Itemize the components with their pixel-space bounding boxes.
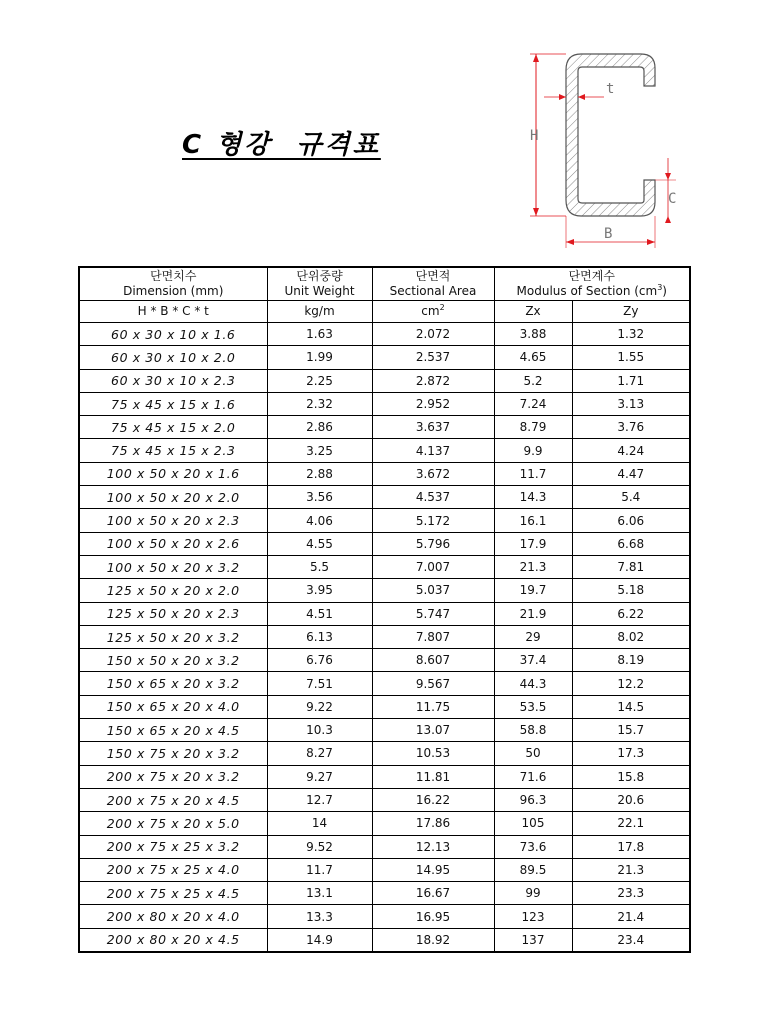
cell-dimension [79,532,267,555]
dimension-text: 150 x 50 x 20 x 3.2 [106,652,240,668]
table-row [79,323,690,346]
cell-zx: 21.3 [494,555,572,578]
c-channel-shape [566,54,655,216]
cell-unit-weight: 8.27 [267,742,372,765]
cell-sectional-area: 18.92 [372,928,494,952]
cell-zy: 15.7 [572,719,690,742]
dimension-text: 100 x 50 x 20 x 2.0 [106,489,240,505]
cell-dimension [79,323,267,346]
dimension-text: 100 x 50 x 20 x 3.2 [106,559,240,575]
cell-sectional-area: 7.007 [372,555,494,578]
cell-dimension [79,369,267,392]
cell-dimension [79,416,267,439]
dimension-text: 150 x 65 x 20 x 3.2 [106,676,240,692]
dimension-text: 150 x 75 x 20 x 3.2 [106,745,240,761]
cell-unit-weight: 6.13 [267,625,372,648]
cell-unit-weight: 4.06 [267,509,372,532]
table-row [79,416,690,439]
cell-zy: 21.3 [572,858,690,881]
cell-zy: 3.76 [572,416,690,439]
cell-dimension [79,858,267,881]
cell-sectional-area: 16.67 [372,882,494,905]
cell-zx: 3.88 [494,323,572,346]
cell-zx: 7.24 [494,392,572,415]
cell-dimension [79,602,267,625]
cell-zy: 8.02 [572,625,690,648]
cell-dimension [79,835,267,858]
dimension-text: 200 x 75 x 25 x 3.2 [106,839,240,855]
table-row [79,835,690,858]
header-area-en: Sectional Area [389,284,477,298]
cell-dimension [79,812,267,835]
label-b: B [604,226,613,242]
cell-zx: 21.9 [494,602,572,625]
cell-zy: 20.6 [572,788,690,811]
table-row [79,765,690,788]
cell-zy: 4.24 [572,439,690,462]
cell-unit-weight: 14 [267,812,372,835]
table-row [79,812,690,835]
table-body [79,323,690,953]
cell-dimension [79,509,267,532]
dimension-text: 200 x 75 x 20 x 4.5 [106,792,240,808]
header-area-ko: 단면적 [415,269,451,283]
dimension-text: 60 x 30 x 10 x 1.6 [111,326,236,342]
cell-zy: 6.06 [572,509,690,532]
cell-sectional-area: 4.137 [372,439,494,462]
cell-unit-weight: 13.3 [267,905,372,928]
cell-zy: 8.19 [572,649,690,672]
cell-zx: 71.6 [494,765,572,788]
cell-dimension [79,462,267,485]
cell-zy: 3.13 [572,392,690,415]
dimension-text: 125 x 50 x 20 x 3.2 [106,629,240,645]
cell-unit-weight: 2.25 [267,369,372,392]
cell-sectional-area: 5.172 [372,509,494,532]
cell-unit-weight: 2.32 [267,392,372,415]
cell-zx: 4.65 [494,346,572,369]
spec-table [78,266,691,953]
cell-sectional-area: 17.86 [372,812,494,835]
cell-zy: 1.55 [572,346,690,369]
cell-zy: 23.3 [572,882,690,905]
cell-zx: 37.4 [494,649,572,672]
cell-dimension [79,905,267,928]
cell-zx: 105 [494,812,572,835]
cell-zx: 9.9 [494,439,572,462]
cell-unit-weight: 12.7 [267,788,372,811]
cell-unit-weight: 5.5 [267,555,372,578]
table-row [79,369,690,392]
cell-sectional-area: 2.952 [372,392,494,415]
cell-dimension [79,765,267,788]
cell-zx: 96.3 [494,788,572,811]
cell-zy: 12.2 [572,672,690,695]
cell-sectional-area: 2.872 [372,369,494,392]
cell-sectional-area: 5.037 [372,579,494,602]
table-row [79,719,690,742]
header-sectional-area [372,267,494,301]
cell-zy: 4.47 [572,462,690,485]
table-row [79,882,690,905]
dimension-text: 150 x 65 x 20 x 4.5 [106,722,240,738]
header-dimension-en: Dimension (mm) [123,284,224,298]
cell-zx: 14.3 [494,486,572,509]
table-row [79,695,690,718]
cell-sectional-area: 10.53 [372,742,494,765]
cell-unit-weight: 1.99 [267,346,372,369]
unit-weight: kg/m [267,301,372,323]
table-row [79,346,690,369]
cell-dimension [79,672,267,695]
cell-unit-weight: 2.86 [267,416,372,439]
cell-zy: 5.4 [572,486,690,509]
header-dimension [79,267,267,301]
cell-dimension [79,788,267,811]
cell-unit-weight: 2.88 [267,462,372,485]
header-modulus-ko: 단면계수 [568,269,615,283]
cell-unit-weight: 7.51 [267,672,372,695]
dimension-text: 125 x 50 x 20 x 2.0 [106,582,240,598]
cell-unit-weight: 9.27 [267,765,372,788]
cell-sectional-area: 14.95 [372,858,494,881]
cell-sectional-area: 8.607 [372,649,494,672]
cell-zy: 15.8 [572,765,690,788]
table-row [79,858,690,881]
cell-unit-weight: 3.25 [267,439,372,462]
cell-dimension [79,882,267,905]
cell-zy: 14.5 [572,695,690,718]
cell-zy: 5.18 [572,579,690,602]
table-header-row [79,267,690,301]
unit-dimension: H * B * C * t [79,301,267,323]
page-title: C 형강 규격표 [182,130,381,160]
cell-sectional-area: 5.747 [372,602,494,625]
dimension-text: 200 x 80 x 20 x 4.5 [106,932,240,948]
cell-zy: 22.1 [572,812,690,835]
header-unit-weight [267,267,372,301]
dimension-text: 200 x 80 x 20 x 4.0 [106,909,240,925]
table-row [79,555,690,578]
cell-sectional-area: 16.22 [372,788,494,811]
cell-unit-weight: 4.51 [267,602,372,625]
cell-sectional-area: 12.13 [372,835,494,858]
cell-dimension [79,579,267,602]
cell-unit-weight: 11.7 [267,858,372,881]
cell-dimension [79,928,267,952]
header-modulus-close: ) [662,284,667,298]
header-unit-weight-en: Unit Weight [284,284,355,298]
label-h: H [530,128,539,144]
cell-dimension [79,742,267,765]
header-modulus-sup: 3 [657,283,663,292]
dimension-text: 100 x 50 x 20 x 2.3 [106,513,240,529]
cell-unit-weight: 6.76 [267,649,372,672]
c-channel-diagram [520,40,700,260]
cell-zx: 44.3 [494,672,572,695]
cell-dimension [79,392,267,415]
table-row [79,462,690,485]
cell-zx: 11.7 [494,462,572,485]
cell-unit-weight: 9.22 [267,695,372,718]
cell-zy: 6.22 [572,602,690,625]
cell-sectional-area: 5.796 [372,532,494,555]
cell-zx: 29 [494,625,572,648]
cell-sectional-area: 11.81 [372,765,494,788]
table-row [79,439,690,462]
cell-dimension [79,625,267,648]
label-c: C [668,191,677,207]
cell-sectional-area: 4.537 [372,486,494,509]
cell-unit-weight: 1.63 [267,323,372,346]
header-modulus [494,267,690,301]
cell-zx: 137 [494,928,572,952]
cell-unit-weight: 3.95 [267,579,372,602]
cell-dimension [79,695,267,718]
table-row [79,392,690,415]
table-row [79,602,690,625]
cell-zy: 23.4 [572,928,690,952]
label-t: t [606,81,615,97]
header-modulus-en [495,284,690,299]
header-unit-weight-ko: 단위중량 [296,269,343,283]
cell-zy: 21.4 [572,905,690,928]
dimension-text: 150 x 65 x 20 x 4.0 [106,699,240,715]
cell-dimension [79,649,267,672]
cell-zy: 17.8 [572,835,690,858]
table-row [79,532,690,555]
dimension-text: 100 x 50 x 20 x 1.6 [106,466,240,482]
dimension-text: 200 x 75 x 20 x 5.0 [106,815,240,831]
unit-area [372,301,494,323]
cell-zx: 17.9 [494,532,572,555]
cell-zx: 16.1 [494,509,572,532]
cell-sectional-area: 2.537 [372,346,494,369]
dimension-text: 200 x 75 x 25 x 4.5 [106,885,240,901]
table-row [79,672,690,695]
header-dimension-ko: 단면치수 [150,269,197,283]
cell-dimension [79,439,267,462]
cell-zx: 53.5 [494,695,572,718]
table-row [79,486,690,509]
dimension-text: 75 x 45 x 15 x 1.6 [111,396,236,412]
cell-unit-weight: 4.55 [267,532,372,555]
header-modulus-en-text: Modulus of Section (cm [516,284,658,298]
table-row [79,649,690,672]
cell-dimension [79,486,267,509]
dimension-text: 60 x 30 x 10 x 2.0 [111,349,236,365]
cell-dimension [79,346,267,369]
unit-area-text: cm [421,304,440,318]
table-units-row [79,301,690,323]
cell-sectional-area: 11.75 [372,695,494,718]
table-row [79,905,690,928]
table-row [79,625,690,648]
dimension-text: 200 x 75 x 20 x 3.2 [106,769,240,785]
cell-zy: 1.32 [572,323,690,346]
cell-unit-weight: 14.9 [267,928,372,952]
table-row [79,742,690,765]
table-row [79,788,690,811]
cell-zx: 89.5 [494,858,572,881]
dimension-text: 100 x 50 x 20 x 2.6 [106,536,240,552]
cell-zx: 8.79 [494,416,572,439]
table-row [79,928,690,952]
cell-zx: 73.6 [494,835,572,858]
cell-zx: 58.8 [494,719,572,742]
cell-unit-weight: 10.3 [267,719,372,742]
unit-zy: Zy [572,301,690,323]
cell-dimension [79,555,267,578]
cell-sectional-area: 7.807 [372,625,494,648]
cell-zy: 6.68 [572,532,690,555]
table-row [79,509,690,532]
cell-sectional-area: 16.95 [372,905,494,928]
cell-unit-weight: 9.52 [267,835,372,858]
cell-zx: 50 [494,742,572,765]
cell-zy: 7.81 [572,555,690,578]
cell-zx: 123 [494,905,572,928]
cell-sectional-area: 13.07 [372,719,494,742]
cell-sectional-area: 9.567 [372,672,494,695]
cell-zy: 17.3 [572,742,690,765]
cell-zy: 1.71 [572,369,690,392]
dimension-text: 125 x 50 x 20 x 2.3 [106,606,240,622]
cell-sectional-area: 3.672 [372,462,494,485]
dimension-text: 75 x 45 x 15 x 2.0 [111,419,236,435]
cell-zx: 19.7 [494,579,572,602]
dimension-text: 60 x 30 x 10 x 2.3 [111,373,236,389]
cell-unit-weight: 3.56 [267,486,372,509]
dimension-text: 75 x 45 x 15 x 2.3 [111,443,236,459]
cell-sectional-area: 3.637 [372,416,494,439]
table-row [79,579,690,602]
cell-sectional-area: 2.072 [372,323,494,346]
cell-unit-weight: 13.1 [267,882,372,905]
unit-area-sup: 2 [439,303,445,312]
cell-dimension [79,719,267,742]
unit-zx: Zx [494,301,572,323]
cell-zx: 99 [494,882,572,905]
cell-zx: 5.2 [494,369,572,392]
dimension-text: 200 x 75 x 25 x 4.0 [106,862,240,878]
